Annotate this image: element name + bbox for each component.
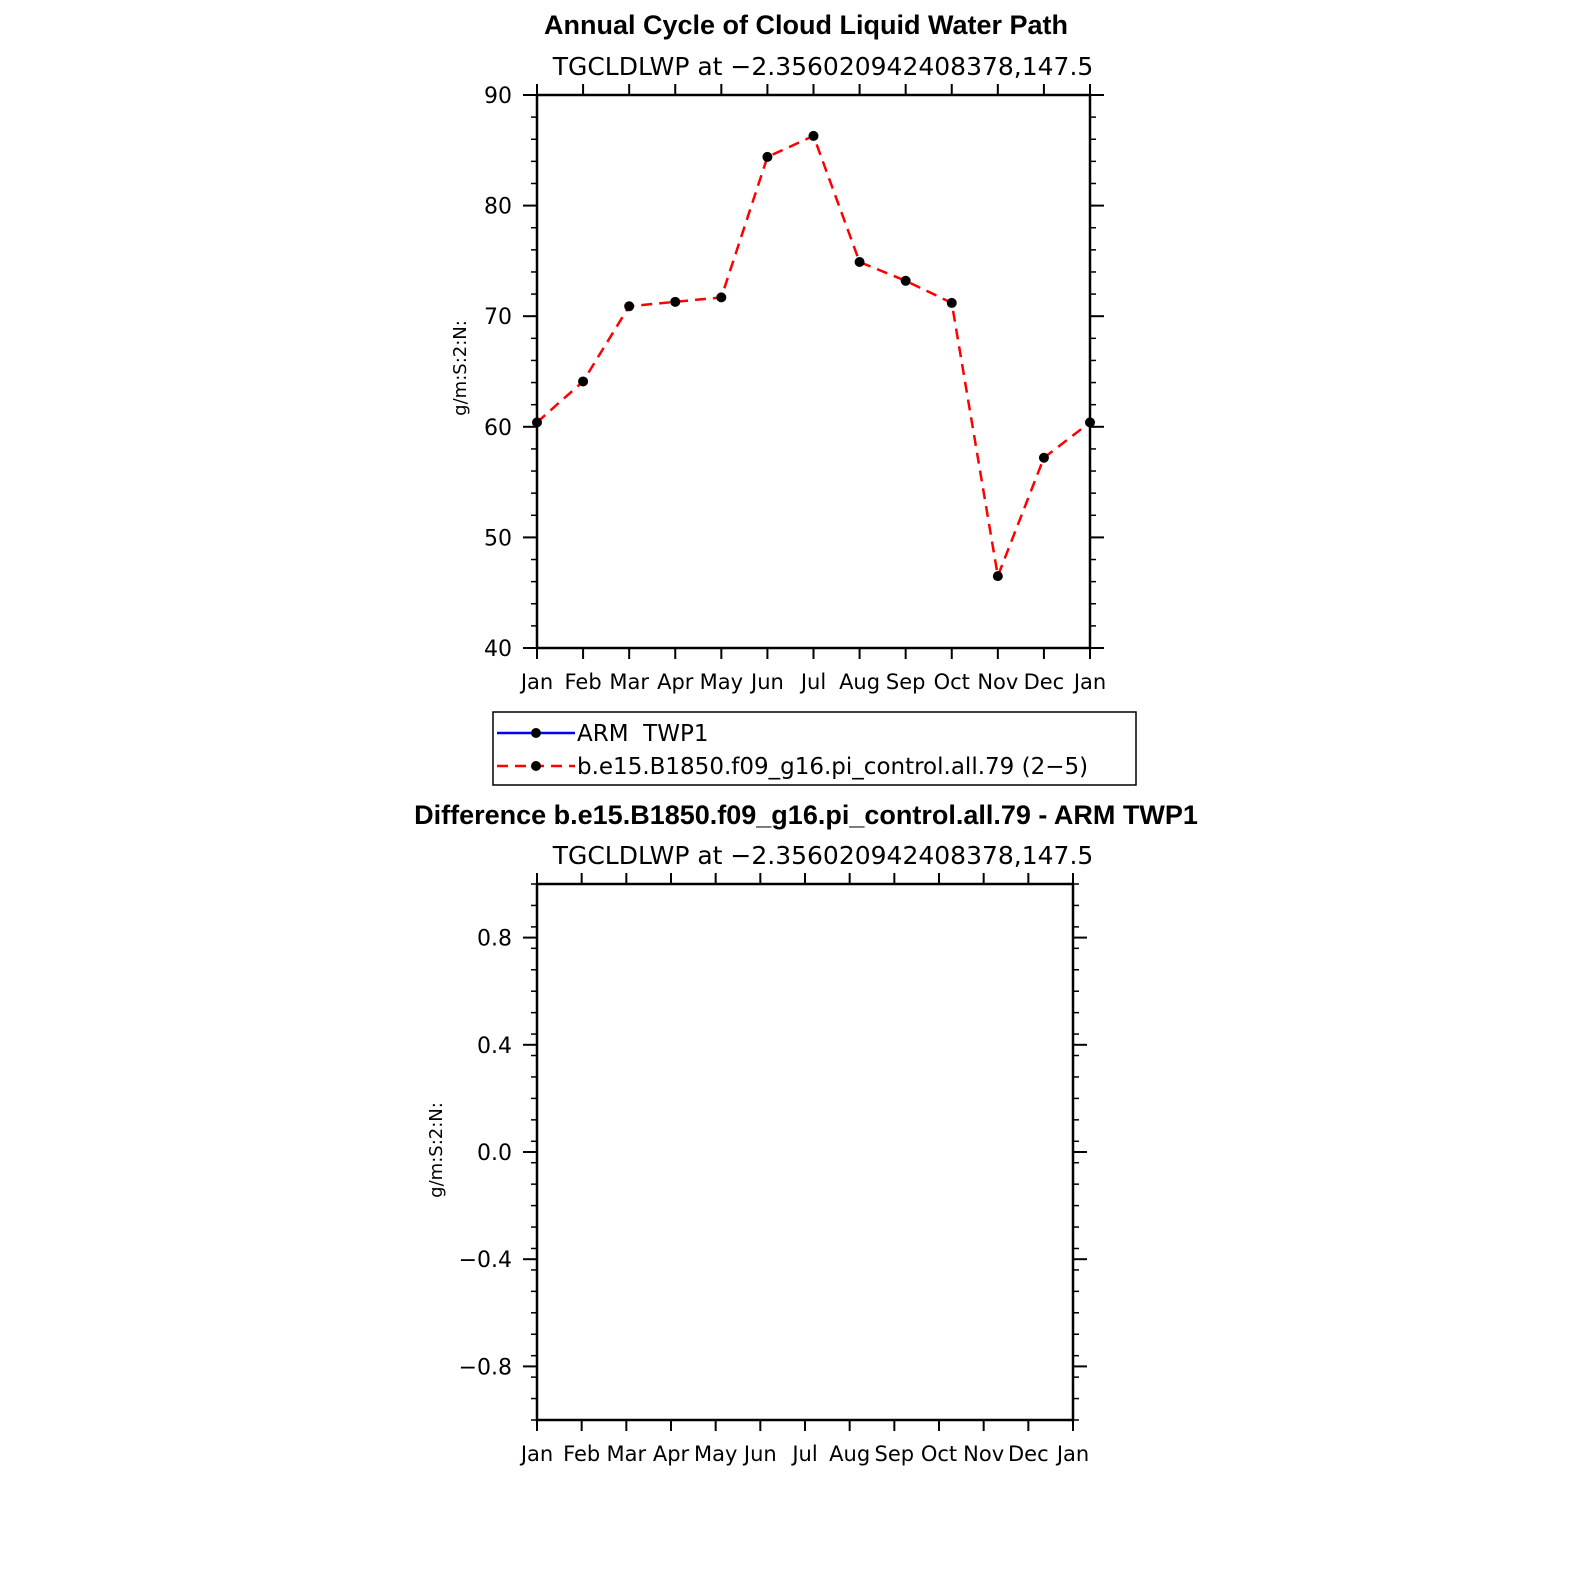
x-tick-label: Jun	[751, 670, 784, 694]
y-axis-label: g/m:S:2:N:	[426, 1102, 447, 1198]
y-tick-label: 0.8	[477, 926, 512, 952]
x-tick-label: Nov	[977, 670, 1019, 694]
x-tick-label: Mar	[609, 670, 649, 694]
annual-cycle-panel	[450, 10, 1106, 694]
data-point	[624, 301, 634, 311]
y-tick-label: 90	[484, 84, 512, 109]
x-tick-label: Dec	[1008, 1442, 1049, 1466]
data-point	[716, 292, 726, 302]
x-tick-label: Feb	[564, 670, 602, 694]
legend	[493, 712, 1136, 785]
legend-marker-model	[531, 761, 541, 771]
x-tick-label: Apr	[657, 670, 694, 694]
data-point	[901, 276, 911, 286]
y-tick-label: 60	[484, 415, 512, 441]
y-tick-label: 70	[484, 305, 512, 331]
legend-label-arm: ARM TWP1	[577, 721, 709, 747]
data-point	[947, 298, 957, 308]
x-tick-label: Feb	[563, 1442, 601, 1466]
chart-title: Difference b.e15.B1850.f09_g16.pi_control.all.79 - ARM TWP1	[414, 800, 1198, 830]
data-point	[809, 131, 819, 141]
x-tick-label: Jan	[1073, 670, 1107, 694]
chart-subtitle: TGCLDLWP at −2.356020942408378,147.5	[552, 52, 1094, 81]
x-tick-label: Jan	[520, 670, 554, 694]
data-point	[855, 257, 865, 267]
y-tick-label: −0.4	[458, 1248, 512, 1274]
y-tick-label: −0.8	[458, 1355, 512, 1381]
x-tick-label: Sep	[885, 670, 926, 694]
x-tick-label: Jul	[792, 1442, 818, 1466]
y-tick-label: 40	[484, 637, 512, 662]
x-tick-label: Jun	[743, 1442, 777, 1466]
data-point	[670, 297, 680, 307]
x-tick-label: Aug	[829, 1442, 871, 1466]
y-tick-label: 80	[484, 194, 512, 220]
legend-label-model: b.e15.B1850.f09_g16.pi_control.all.79 (2−5)	[577, 754, 1089, 780]
x-tick-label: Dec	[1023, 670, 1065, 694]
x-tick-label: Mar	[606, 1442, 647, 1466]
data-point	[993, 571, 1003, 581]
x-tick-label: Sep	[874, 1442, 915, 1466]
plot-frame	[537, 95, 1090, 648]
y-tick-label: 0.4	[477, 1033, 512, 1059]
chart-subtitle: TGCLDLWP at −2.356020942408378,147.5	[552, 841, 1094, 870]
plot-frame	[537, 884, 1073, 1420]
y-tick-label: 0.0	[477, 1141, 512, 1166]
data-point	[762, 152, 772, 162]
x-tick-label: Apr	[652, 1442, 690, 1466]
data-point	[578, 376, 588, 386]
legend-marker-arm	[531, 728, 541, 738]
x-tick-label: Oct	[920, 1442, 958, 1466]
y-tick-label: 50	[484, 526, 512, 552]
x-tick-label: Nov	[963, 1442, 1005, 1466]
series-line	[537, 136, 1090, 576]
chart-title: Annual Cycle of Cloud Liquid Water Path	[543, 10, 1069, 40]
x-tick-label: May	[693, 1442, 738, 1466]
y-axis-label: g/m:S:2:N:	[450, 320, 471, 416]
x-tick-label: Jan	[520, 1442, 554, 1466]
x-tick-label: Jul	[800, 670, 827, 694]
difference-panel	[414, 800, 1198, 1466]
x-tick-label: Oct	[933, 670, 970, 694]
x-tick-label: Aug	[839, 670, 881, 694]
x-tick-label: May	[699, 670, 744, 694]
x-tick-label: Jan	[1056, 1442, 1090, 1466]
data-point	[1039, 453, 1049, 463]
